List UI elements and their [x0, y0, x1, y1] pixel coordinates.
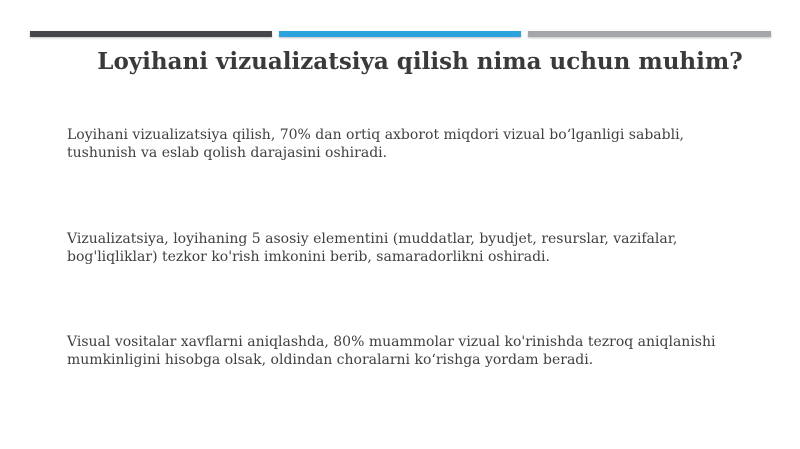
accent-bar-left — [30, 31, 272, 37]
slide-title: Loyihani vizualizatsiya qilish nima uchun muhim? — [97, 48, 743, 75]
accent-bar-middle — [279, 31, 521, 37]
paragraph-2: Vizualizatsiya, loyihaning 5 asosiy elementini (muddatlar, byudjet, resurslar, vazifalar, bog'liqliklar) tezkor ko'rish imkonini berib, samaradorlikni oshiradi. — [67, 231, 678, 265]
paragraph-1: Loyihani vizualizatsiya qilish, 70% dan ortiq axborot miqdori vizual bo‘lganligi sababli, tushunish va eslab qolish darajasini oshiradi. — [67, 127, 684, 161]
accent-bar-right — [528, 31, 771, 37]
paragraph-3: Visual vositalar xavflarni aniqlashda, 80% muammolar vizual ko'rinishda tezroq aniqlanishi mumkinligini hisobga olsak, oldindan choralarni ko‘rishga yordam beradi. — [67, 334, 716, 368]
